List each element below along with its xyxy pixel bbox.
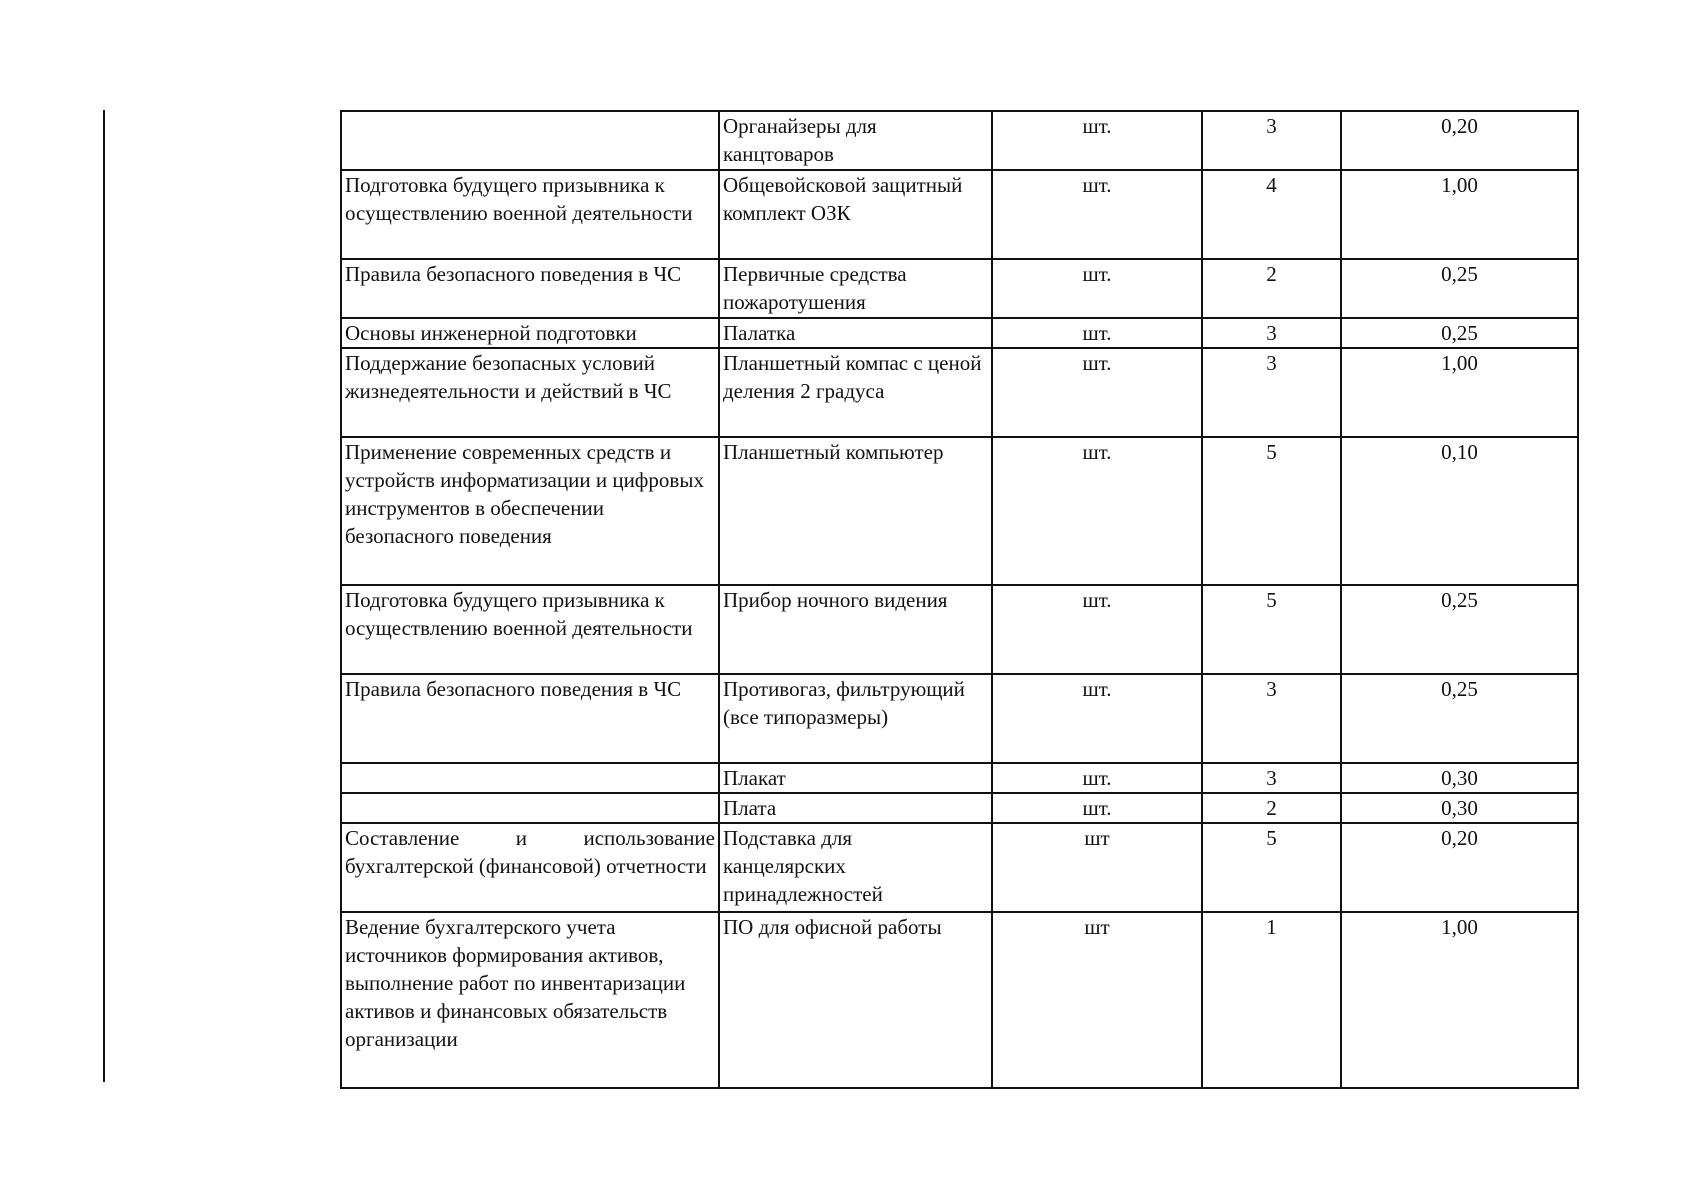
table-row	[341, 348, 1578, 437]
coef-cell: 0,20	[1341, 111, 1578, 170]
topic-cell: Основы инженерной подготовки	[341, 318, 719, 348]
topic-cell: Подготовка будущего призывника к осуществлению военной деятельности	[341, 170, 719, 259]
unit-cell: шт.	[992, 348, 1202, 437]
qty-cell: 4	[1202, 170, 1341, 259]
item-cell: Плата	[719, 793, 992, 823]
table-row	[341, 585, 1578, 674]
qty-cell: 5	[1202, 437, 1341, 585]
left-margin-line	[103, 110, 105, 1082]
coef-cell: 0,25	[1341, 318, 1578, 348]
table-row	[341, 823, 1578, 912]
qty-cell: 3	[1202, 763, 1341, 793]
topic-cell: Ведение бухгалтерского учета источников формирования активов, выполнение работ по инвентаризации активов и финансовых обязательств организации	[341, 912, 719, 1088]
table-row	[341, 763, 1578, 793]
unit-cell: шт.	[992, 585, 1202, 674]
topic-cell: Применение современных средств и устройств информатизации и цифровых инструментов в обеспечении безопасного поведения	[341, 437, 719, 585]
item-cell: Планшетный компьютер	[719, 437, 992, 585]
table-row	[341, 259, 1578, 318]
table-row	[341, 437, 1578, 585]
unit-cell: шт.	[992, 259, 1202, 318]
coef-cell: 1,00	[1341, 912, 1578, 1088]
unit-cell: шт	[992, 912, 1202, 1088]
unit-cell: шт.	[992, 763, 1202, 793]
unit-cell: шт.	[992, 674, 1202, 763]
coef-cell: 0,25	[1341, 585, 1578, 674]
unit-cell: шт.	[992, 170, 1202, 259]
qty-cell: 1	[1202, 912, 1341, 1088]
table-row	[341, 111, 1578, 170]
item-cell: Подставка для канцелярских принадлежностей	[719, 823, 992, 912]
qty-cell: 3	[1202, 111, 1341, 170]
table-row	[341, 912, 1578, 1088]
unit-cell: шт.	[992, 111, 1202, 170]
topic-cell: Правила безопасного поведения в ЧС	[341, 674, 719, 763]
qty-cell: 3	[1202, 348, 1341, 437]
item-cell: Планшетный компас с ценой деления 2 градуса	[719, 348, 992, 437]
item-cell: Прибор ночного видения	[719, 585, 992, 674]
item-cell: Общевойсковой защитный комплект ОЗК	[719, 170, 992, 259]
table-row	[341, 318, 1578, 348]
item-cell: Противогаз, фильтрующий (все типоразмеры)	[719, 674, 992, 763]
qty-cell: 5	[1202, 823, 1341, 912]
coef-cell: 0,30	[1341, 793, 1578, 823]
qty-cell: 3	[1202, 674, 1341, 763]
equipment-table	[340, 110, 1579, 1089]
qty-cell: 3	[1202, 318, 1341, 348]
topic-cell: Подготовка будущего призывника к осуществлению военной деятельности	[341, 585, 719, 674]
qty-cell: 5	[1202, 585, 1341, 674]
coef-cell: 0,25	[1341, 259, 1578, 318]
unit-cell: шт.	[992, 318, 1202, 348]
unit-cell: шт	[992, 823, 1202, 912]
unit-cell: шт.	[992, 793, 1202, 823]
topic-cell	[341, 111, 719, 170]
item-cell: Плакат	[719, 763, 992, 793]
topic-cell	[341, 793, 719, 823]
topic-cell: Составление и использование бухгалтерской (финансовой) отчетности	[341, 823, 719, 912]
table-row	[341, 170, 1578, 259]
coef-cell: 0,30	[1341, 763, 1578, 793]
topic-cell: Поддержание безопасных условий жизнедеятельности и действий в ЧС	[341, 348, 719, 437]
topic-cell: Правила безопасного поведения в ЧС	[341, 259, 719, 318]
topic-cell	[341, 763, 719, 793]
coef-cell: 0,10	[1341, 437, 1578, 585]
item-cell: ПО для офисной работы	[719, 912, 992, 1088]
coef-cell: 0,20	[1341, 823, 1578, 912]
unit-cell: шт.	[992, 437, 1202, 585]
item-cell: Органайзеры для канцтоваров	[719, 111, 992, 170]
item-cell: Первичные средства пожаротушения	[719, 259, 992, 318]
qty-cell: 2	[1202, 793, 1341, 823]
table-row	[341, 793, 1578, 823]
item-cell: Палатка	[719, 318, 992, 348]
coef-cell: 1,00	[1341, 348, 1578, 437]
coef-cell: 0,25	[1341, 674, 1578, 763]
coef-cell: 1,00	[1341, 170, 1578, 259]
table-row	[341, 674, 1578, 763]
qty-cell: 2	[1202, 259, 1341, 318]
